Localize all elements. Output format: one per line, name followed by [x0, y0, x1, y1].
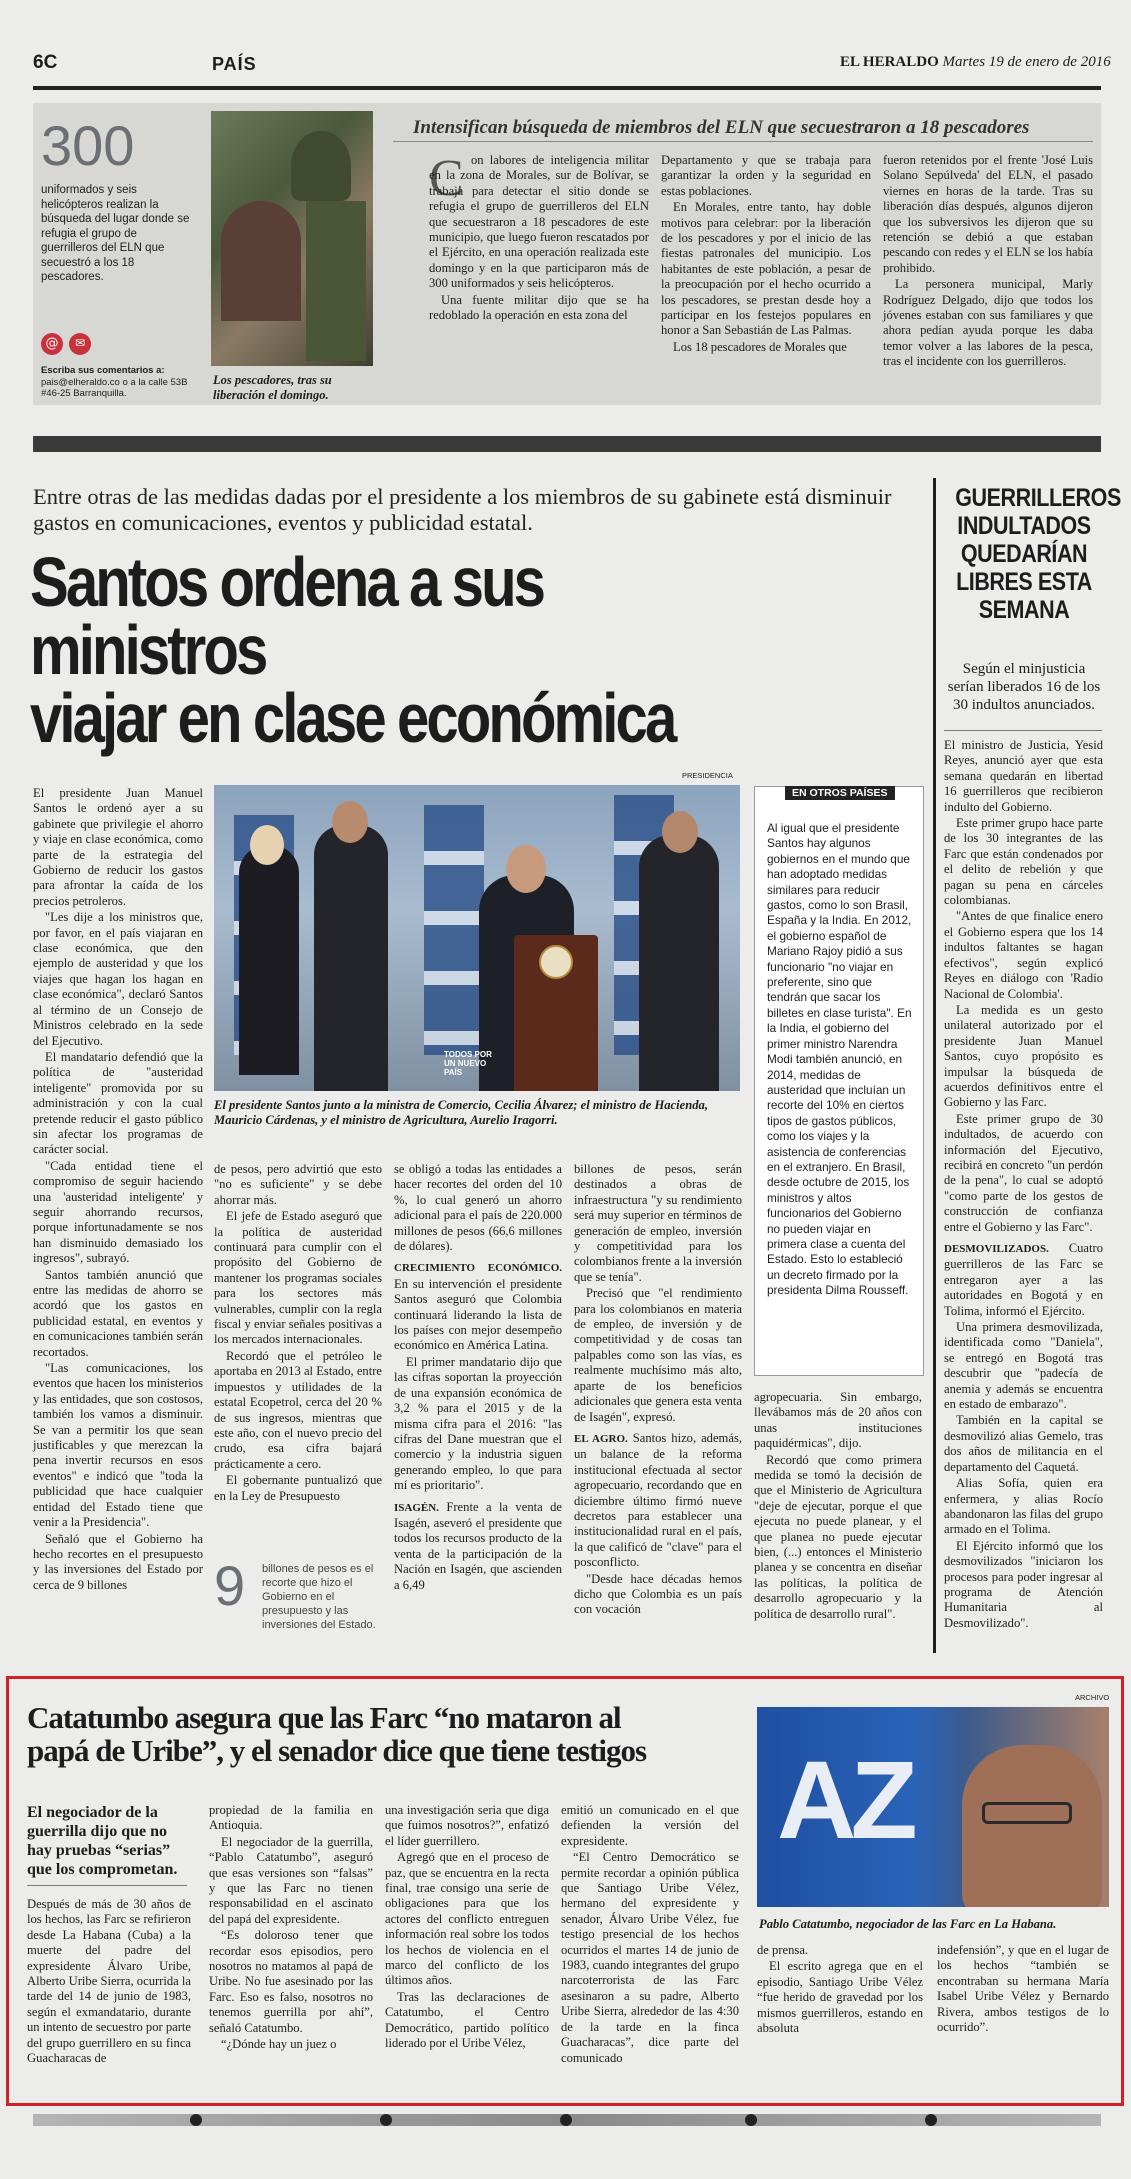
sidebar-subdeck-rule [944, 730, 1102, 731]
main-col-left: El presidente Juan Manuel Santos le ordenó ayer a su gabinete que privilegie el ahorro y viaje en clase económica, como parte de la estrategia del Gobierno de reducir los gastos para afrontar la caída de los precios petroleros. "Les dije a los ministros que, por favor, en el país viajaran en clase económica, que den ejemplo de austeridad y que los viajes que hagan los hagan en clase económica", declaró Santos al término de un Consejo de Ministros celebrado en la sede del Ejecutivo. El mandatario defendió que la política de "austeridad inteligente" promovida por su administración y con la cual pretende reducir el gasto público sin afectar los programas de carácter social. "Cada entidad tiene el compromiso de seguir haciendo una 'austeridad inteligente' y seguir ahorrando recursos, porque infortunadamente se nos han disminuido demasiado los ingresos", subrayó. Santos también anunció que entre las medidas de ahorro se acordó que los gastos en publicidad estatal, en eventos y en comunicaciones también serán recortados. "Las comunicaciones, los eventos que hacen los ministerios y las entidades, que son costosos, también los vamos a disminuir. Se van a permitir los que sean justificables y que merezcan la pena invertir recursos en esos eventos" e indicó que "toda la publicidad que hace cualquier entidad del Estado tiene que venir a la Presidencia". Señaló que el Gobierno ha hecho recortes en el presupuesto y las inversiones del Estado por cerca de 9 billones [33, 786, 203, 1592]
section-divider [33, 436, 1101, 452]
bottom-headline [27, 1701, 747, 1767]
headline-rule [393, 141, 1093, 142]
bottom-col-2: propiedad de la familia en Antioquia. El negociador de la guerrilla, “Pablo Catatumbo”, aseguró que esas versiones son “falsas” y que las Farc no tienen responsabilidad en el ascinato del papá del expresidente. “Es doloroso tener que recordar esos episodios, pero nosotros no matamos al papá de Uribe. No fue asesinado por las Farc. Eso es falso, nosotros no tenemos guerrilla por ahí”, señaló Catatumbo. “¿Dónde hay un juez o [209, 1803, 373, 2052]
top-col-1: on labores de inteligencia militar en la zona de Morales, sur de Bolívar, se trabaja para detectar el sitio donde se refugia el grupo de guerrilleros del ELN que secuestraron a 18 pescadores de este municipio, que luego fueron rescatados por el Ejército, en una operación realizada este domingo y en la que participaron más de 300 uniformados y seis helicópteros. Una fuente militar dijo que se ha redoblado la operación en esta zona del [429, 153, 649, 323]
bottom-col-5: de prensa. El escrito agrega que en el episodio, Santiago Uribe Vélez “fue herido de gravedad por los mismos guerrilleros, estando en absoluta [757, 1943, 923, 2036]
catatumbo-photo: AZ [757, 1707, 1109, 1907]
stat-box [33, 103, 198, 405]
registration-dot [745, 2114, 757, 2126]
section-label: PAÍS [212, 54, 257, 74]
bottom-story [6, 1676, 1124, 2106]
registration-dot [560, 2114, 572, 2126]
bottom-headline-line-1: Catatumbo asegura que las Farc “no mataron al [27, 1700, 621, 1735]
bottom-deck-rule [27, 1885, 187, 1886]
top-story [33, 103, 1101, 405]
sidebar-body: El ministro de Justicia, Yesid Reyes, anunció ayer que esta semana quedarán en libertad 16 guerrilleros que recibieron indulto del Gobierno. Este primer grupo hace parte de los 30 integrantes de las Farc que están condenados por el delito de rebelión y que pagan su pena en cárceles colombianas. "Antes de que finalice enero el Gobierno espera que los 14 indultos faltantes se hagan efectivos", según explicó Reyes en diálogo con 'Radio Nacional de Colombia'. La medida es un gesto unilateral autorizado por el presidente Juan Manuel Santos, cuyo propósito es impulsar la búsqueda de acuerdos definitivos entre el Gobierno y las Farc. Este primer grupo de 30 indultados, de acuerdo con información del Ejecutivo, recibirá en concreto "un perdón de la pena", lo cual se adoptó "como parte de los gestos de construcción de confianza entre el Gobierno y las Farc". DESMOVILIZADOS. Cuatro guerrilleros de las Farc se entregaron ayer a las autoridades en Bogotá y en Tolima, informó el Ejército. Una primera desmovilizada, identificada como "Daniela", se entregó en Bogotá tras descubrir que "padecía de anemia y además se encuentra en estado de embarazo". También en la capital se desmovilizó alias Gemelo, tras dos años de militancia en el departamento del Caquetá. Alias Sofía, quien era enfermera, y alias Rocío abandonaron las filas del grupo armado en el Tolima. El Ejército informó que los desmovilizados "iniciaron los procesos para poder ingresar al programa de Atención Humanitaria al Desmovilizado". [944, 738, 1103, 1630]
bottom-col-6: indefensión”, y que en el lugar de los hechos “también se encontraban su hermana María Isabel Uribe Vélez y Bernardo Rivera, ambos testigos de lo ocurrido”. [937, 1943, 1109, 2035]
bottom-deck: El negociador de la guerrilla dijo que no hay pruebas “serias” que los comprometan. [27, 1804, 178, 1878]
registration-dot [190, 2114, 202, 2126]
stat-9-number: 9 [214, 1554, 246, 1617]
bottom-col-3: una investigación seria que diga que fuimos nosotros?”, enfatizó el líder guerrillero. Agregó que en el proceso de paz, que se encuentra en la recta final, trae consigo una serie de obligaciones para que los actores del conflicto entreguen información real sobre los todos los hechos de violencia en el marco del conflicto de los últimos años. Tras las declaraciones de Catatumbo, el Centro Democrático, partido político liderado por el Uribe Vélez, [385, 1803, 549, 2051]
santos-photo [214, 785, 740, 1091]
masthead [840, 54, 1111, 71]
podium-banner: TODOS POR UN NUEVO PAÍS [444, 1050, 492, 1077]
drop-cap: C [429, 150, 464, 207]
bottom-photo-credit: ARCHIVO [1075, 1693, 1110, 1702]
fishermen-photo-caption: Los pescadores, tras su liberación el domingo. [213, 373, 332, 402]
top-headline: Intensifican búsqueda de miembros del ELN que secuestraron a 18 pescadores [413, 117, 1030, 138]
photo-credit: PRESIDENCIA [682, 771, 733, 780]
bottom-headline-line-2: papá de Uribe”, y el senador dice que tiene testigos [27, 1733, 647, 1768]
mail-icon: ✉ [69, 333, 91, 355]
page-number: 6C [33, 52, 58, 73]
sidebar-subdeck: Según el minjusticia serían liberados 16 de los 30 indultos anunciados. [947, 661, 1101, 713]
main-headline-line-1: Santos ordena a sus ministros [30, 543, 544, 689]
main-col-c: se obligó a todas las entidades a hacer recortes del orden del 10 %, lo cual generó un ahorro adicional para el país de 220.000 millones de pesos (66,6 millones de dólares). CRECIMIENTO ECONÓMICO. En su intervención el presidente Santos aseguró que Colombia continuará liderando la lista de los países con mejor desempeño económico en América Latina. El primer mandatario dijo que las cifras soportan la proyección de una expansión económica de 3,2 % para el 2015 y de la misma cifra para el 2016: "las cifras del Dane muestran que el comercio y la industria siguen generando empleo, lo que para mí es prioritario". ISAGÉN. Frente a la venta de Isagén, aseveró el presidente que todos los recursos producto de la venta de la participación de la Nación en Isagén, que ascienden a 6,49 [394, 1162, 563, 1592]
sidebar-headline: GUERRILLEROS INDULTADOS QUEDARÍAN LIBRES ESTA SEMANA [955, 484, 1121, 624]
other-countries-body: Al igual que el presidente Santos hay algunos gobiernos en el mundo que han adoptado medidas similares para reducir gastos, como lo son Brasil, España y la India. En 2012, el gobierno español de Mariano Rajoy pidió a sus funcionario "no viajar en preferente, sino que tendrán que sacar los billetes en clase turista". En la India, el gobierno del primer ministro Narendra Modi también anunció, en 2014, medidas de austeridad que incluían un recorte del 10% en ciertos tipos de gastos públicos, como los viajes y la asistencia de conferencias en el extranjero. En Brasil, desde octubre de 2015, los ministros y altos funcionarios del Gobierno no pueden viajar en primera clase a cuenta del Estado. Esto lo estableció un decreto firmado por la presidenta Dilma Rousseff. [767, 821, 912, 1298]
registration-dot [925, 2114, 937, 2126]
catatumbo-photo-caption: Pablo Catatumbo, negociador de las Farc en La Habana. [759, 1917, 1057, 1931]
other-countries-title: EN OTROS PAÍSES [785, 786, 895, 800]
santos-photo-caption: El presidente Santos junto a la ministra de Comercio, Cecilia Álvarez; el ministro de Hacienda, Mauricio Cárdenas, y el ministro de Agricultura, Aurelio Iragorri. [214, 1098, 708, 1127]
issue-date: Martes 19 de enero de 2016 [942, 54, 1111, 70]
other-countries-box [754, 786, 924, 1376]
stat-text: uniformados y seis helicópteros realizan la búsqueda del lugar donde se refugia el grupo de guerrilleros del ELN que secuestró a los 18 pescadores. [41, 184, 190, 283]
at-icon: @ [41, 333, 63, 355]
bottom-col-1: Después de más de 30 años de los hechos, las Farc se refirieron desde La Habana (Cuba) a la muerte del padre del expresidente Álvaro Uribe, Alberto Uribe Sierra, ocurrida la tarde del 14 de junio de 1983, según el exmandatario, durante un intento de secuestro por parte del grupo guerrillero en su finca Guacharacas de [27, 1897, 192, 2066]
main-col-e: agropecuaria. Sin embargo, llevábamos más de 20 años con unas instituciones paquidérmicas", dijo. Recordó que como primera medida se tomó la decisión de que el Ministerio de Agricultura "deje de ejecutar, porque el que ejecuta no puede planear, y el que planea no puede ejecutar bien, (...) entonces el Ministerio planea y se concentra en diseñar las políticas, la política de desarrollo agropecuario y la política de desarrollo rural". [754, 1390, 922, 1621]
top-col-2: Departamento y que se trabaja para garantizar la orden y la seguridad en estas poblaciones. En Morales, entre tanto, hay doble motivos para celebrar: por la liberación de los pescadores y por el inicio de las fiestas patronales del municipio. Los habitantes de este población, a pesar de la preocupación por el hecho ocurrido a los pescadores, se prestan desde hoy a participar en los festejos populares en honor a San Sebastián de Las Palmas. Los 18 pescadores de Morales que [661, 153, 871, 354]
registration-dot [380, 2114, 392, 2126]
fishermen-photo [211, 111, 373, 366]
header-rule [33, 86, 1101, 90]
main-col-d: billones de pesos, serán destinados a obras de infraestructura "y su rendimiento será muy superior en términos de generación de empleo, inversión y competitividad para los colombianos frente a la inversión que se tenía". Precisó que "el rendimiento para los colombianos en materia de empleo, de inversión y de competitividad y de cosas tan palpables como son las vías, es realmente muchísimo más alto, aparte de los beneficios adicionales que genera esta venta de Isagén", expresó. EL AGRO. Santos hizo, además, un balance de la reforma institucional efectuada al sector agropecuario, recordando que en diciembre último firmó nueve decretos para establecer una institucionalidad rural en el país, la que calificó de "clave" para el posconflicto. "Desde hace décadas hemos dicho que Colombia es un país con vocación [574, 1162, 742, 1617]
main-col-b: de pesos, pero advirtió que esto "no es suficiente" y se debe ahorrar más. El jefe de Estado aseguró que la política de austeridad continuará para cumplir con el propósito del Gobierno de mantener los programas sociales para los sectores más vulnerables, cumplir con la regla fiscal y enviar señales positivas a los mercados internacionales. Recordó que el petróleo le aportaba en 2013 al Estado, entre impuestos y utilidades de la estatal Ecopetrol, cerca del 20 % de sus ingresos, mientras que este año, con el nuevo precio del crudo, esa cifra bajará prácticamente a cero. El gobernante puntualizó que en la Ley de Presupuesto [214, 1162, 382, 1503]
masthead-name: EL HERALDO [840, 54, 939, 70]
main-headline [30, 543, 777, 757]
main-deck: Entre otras de las medidas dadas por el presidente a los miembros de su gabinete está disminuir gastos en comunicaciones, eventos y publicidad estatal. [33, 484, 892, 535]
stat-9-text: billones de pesos es el recorte que hizo el Gobierno en el presupuesto y las inversiones del Estado. [262, 1563, 376, 1631]
bottom-col-4: emitió un comunicado en el que defienden la versión del expresidente. “El Centro Democrático se permite recordar a opinión pública que Santiago Uribe Vélez, hermano del expresidente y senador, Álvaro Uribe Vélez, fue testigo presencial de los hechos ocurridos el martes 14 de junio de 1983, cuando integrantes del grupo narcoterrorista de las Farc asesinaron a su padre, Alberto Uribe Sierra, alrededor de las 4:30 de la tarde en la finca Guacharacas”, dice parte del comunicado [561, 1803, 739, 2065]
contact-label: Escriba sus comentarios a: [41, 365, 165, 376]
sidebar-rule [933, 478, 936, 1653]
top-col-3: fueron retenidos por el frente 'José Luis Solano Sepúlveda' del ELN, el pasado viernes en horas de la tarde. Tras su liberación días después, algunos dijeron que los subversivos les dijeron que su retención se debió a que estaban pescando con redes y el ELN se los había prohibido. La personera municipal, Marly Rodríguez Delgado, dijo que todos los jóvenes estaban con sus familiares y que ahora pedían ayuda porque les daba temor volver a las labores de la pesca, tras el incidente con los guerrilleros. [883, 153, 1093, 369]
contact-text: pais@elheraldo.co o a la calle 53B #46-25 Barranquilla. [41, 377, 188, 399]
main-headline-line-2: viajar en clase económica [30, 679, 675, 757]
stat-number: 300 [41, 114, 135, 177]
